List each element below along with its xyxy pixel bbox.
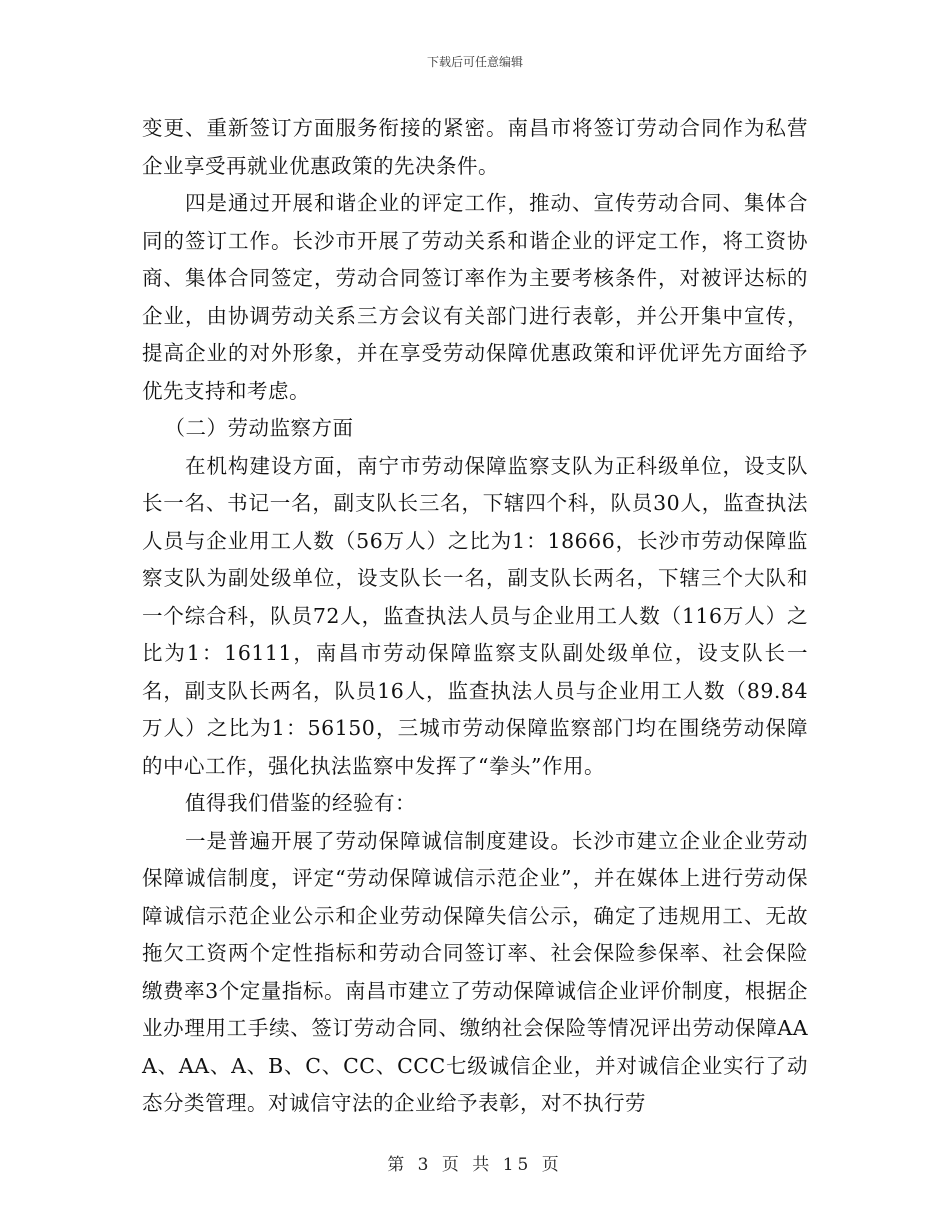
section-heading-labor-inspection: （二）劳动监察方面 <box>164 416 354 440</box>
page-header: 下载后可任意编辑 <box>426 55 523 69</box>
paragraph-integrity-system: 一是普遍开展了劳动保障诚信制度建设。长沙市建立企业企业劳动保障诚信制度，评定“劳动保障诚信示范企业”，并在媒体上进行劳动保障诚信示范企业公示和企业劳动保障失信公示，确定了违规用工、无故拖欠工资两个定性指标和劳动合同签订率、社会保险参保率、社会保险缴费率3个定量指标。南昌市建立了劳动保障诚信企业评价制度，根据企业办理用工手续、签订劳动合同、缴纳社会保险等情况评出劳动保障AAA、AA、A、B、C、CC、CCC七级诚信企业，并对诚信企业实行了动态分类管理。对诚信守法的企业给予表彰，对不执行劳 <box>142 828 808 1115</box>
document-body <box>142 110 808 1123</box>
page-number-footer: 第 3 页 共 15 页 <box>387 1155 563 1175</box>
paragraph-institution-building: 在机构建设方面，南宁市劳动保障监察支队为正科级单位，设支队长一名、书记一名，副支队长三名，下辖四个科，队员30人，监查执法人员与企业用工人数（56万人）之比为1：18666，长沙市劳动保障监察支队为副处级单位，设支队长一名，副支队长两名，下辖三个大队和一个综合科，队员72人，监查执法人员与企业用工人数（116万人）之比为1：16111，南昌市劳动保障监察支队副处级单位，设支队长一名，副支队长两名，队员16人，监查执法人员与企业用工人数（89.84万人）之比为1：56150，三城市劳动保障监察部门均在围绕劳动保障的中心工作，强化执法监察中发挥了“拳头”作用。 <box>142 453 808 778</box>
paragraph-experience-intro: 值得我们借鉴的经验有： <box>185 791 417 815</box>
paragraph-harmonious-enterprise: 四是通过开展和谐企业的评定工作，推动、宣传劳动合同、集体合同的签订工作。长沙市开展了劳动关系和谐企业的评定工作，将工资协商、集体合同签定，劳动合同签订率作为主要考核条件，对被评达标的企业，由协调劳动关系三方会议有关部门进行表彰，并公开集中宣传，提高企业的对外形象，并在享受劳动保障优惠政策和评优评先方面给予优先支持和考虑。 <box>142 191 808 403</box>
paragraph-continuation: 变更、重新签订方面服务衔接的紧密。南昌市将签订劳动合同作为私营企业享受再就业优惠政策的先决条件。 <box>142 116 808 178</box>
